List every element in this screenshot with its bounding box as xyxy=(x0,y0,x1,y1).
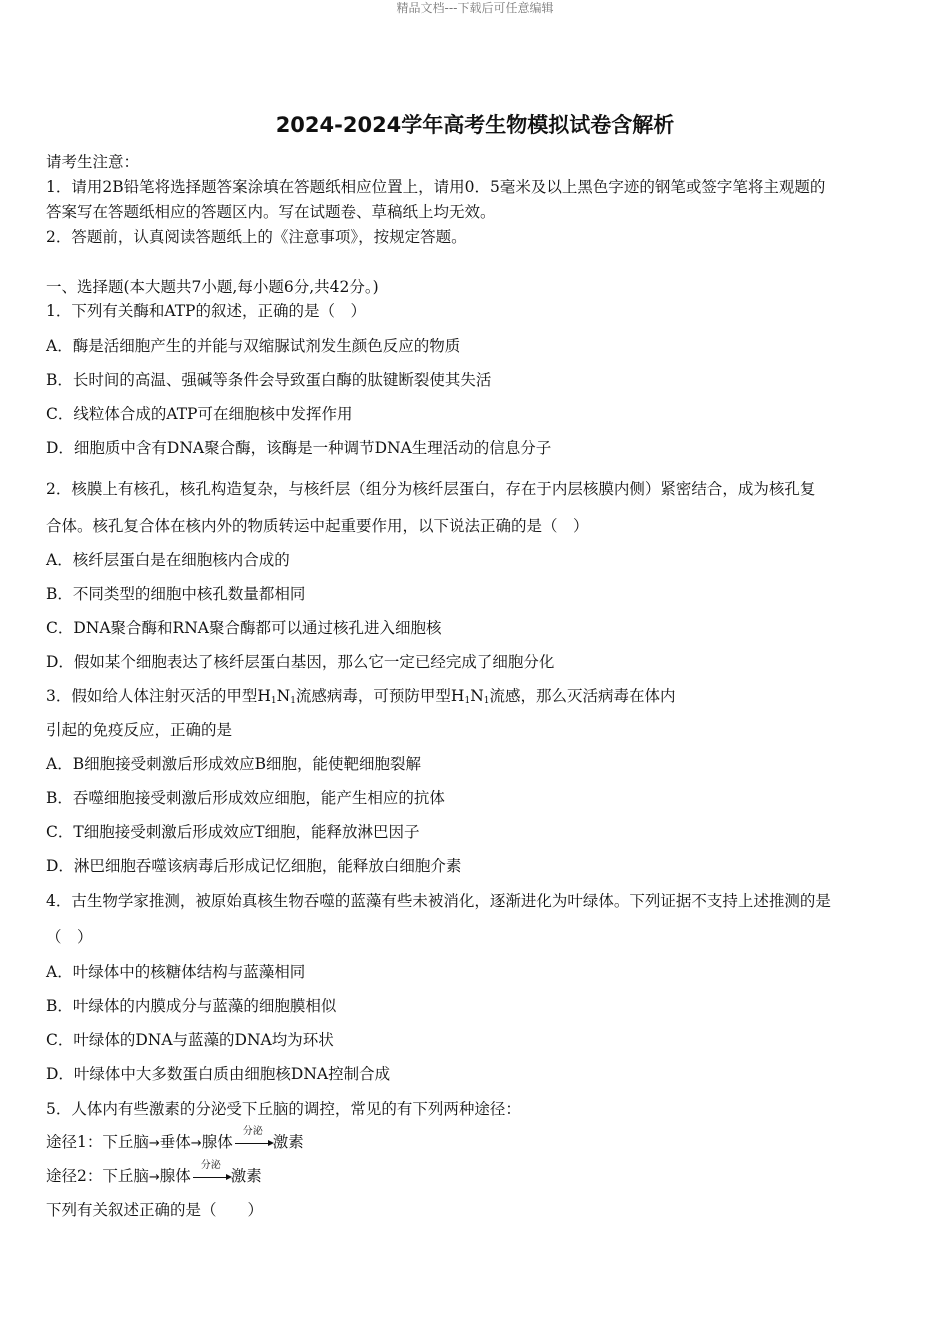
path2-prefix: 途径2：下丘脑 xyxy=(46,1167,149,1185)
arrow-line xyxy=(193,1177,227,1178)
q3-option-d: D．淋巴细胞吞噬该病毒后形成记忆细胞，能释放白细胞介素 xyxy=(46,857,462,875)
q4-option-c: C．叶绿体的DNA与蓝藻的DNA均为环状 xyxy=(46,1031,334,1049)
q4-option-d: D．叶绿体中大多数蛋白质由细胞核DNA控制合成 xyxy=(46,1065,391,1083)
q4-stem-line1: 4．古生物学家推测，被原始真核生物吞噬的蓝藻有些未被消化，逐渐进化为叶绿体。下列证据不支持上述推测的是 xyxy=(46,892,831,910)
page-title: 2024-2024学年高考生物模拟试卷含解析 xyxy=(275,113,675,137)
q5-stem: 5．人体内有些激素的分泌受下丘脑的调控，常见的有下列两种途径： xyxy=(46,1100,521,1118)
q1-option-d: D．细胞质中含有DNA聚合酶，该酶是一种调节DNA生理活动的信息分子 xyxy=(46,439,552,457)
q1-option-c: C．线粒体合成的ATP可在细胞核中发挥作用 xyxy=(46,405,353,423)
q3-sub-4: 1 xyxy=(483,696,490,706)
q1-stem: 1．下列有关酶和ATP的叙述，正确的是（ ） xyxy=(46,302,366,320)
q4-stem-line2: （ ） xyxy=(46,928,93,946)
secretion-label: 分泌 xyxy=(242,1126,263,1137)
path1-prefix: 途径1：下丘脑 xyxy=(46,1133,149,1151)
q5-question: 下列有关叙述正确的是（ ） xyxy=(46,1201,264,1219)
q3-stem-line1 xyxy=(46,686,906,706)
arrow-icon: → xyxy=(148,1170,160,1185)
q1-option-a: A．酶是活细胞产生的并能与双缩脲试剂发生颜色反应的物质 xyxy=(46,337,461,355)
secretion-arrow-icon xyxy=(191,1160,231,1186)
q4-option-b: B．叶绿体的内膜成分与蓝藻的细胞膜相似 xyxy=(46,997,337,1015)
notice-item-1-cont: 答案写在答题纸相应的答题区内。写在试题卷、草稿纸上均无效。 xyxy=(46,203,496,221)
q3-stem-line2: 引起的免疫反应，正确的是 xyxy=(46,721,233,739)
arrow-icon: → xyxy=(148,1136,160,1151)
path1-mid2: 腺体 xyxy=(201,1133,233,1151)
q2-option-c: C．DNA聚合酶和RNA聚合酶都可以通过核孔进入细胞核 xyxy=(46,619,442,637)
q5-path-2 xyxy=(46,1160,906,1188)
notice-heading: 请考生注意： xyxy=(46,153,140,171)
path2-mid: 腺体 xyxy=(159,1167,191,1185)
q3-text-b: N xyxy=(276,687,291,705)
q3-sub-3: 1 xyxy=(464,696,471,706)
section-heading: 一、选择题(本大题共7小题,每小题6分,共42分。) xyxy=(46,278,379,296)
path1-mid1: 垂体 xyxy=(159,1133,191,1151)
q1-option-b: B．长时间的高温、强碱等条件会导致蛋白酶的肽键断裂使其失活 xyxy=(46,371,492,389)
q3-sub-2: 1 xyxy=(290,696,296,706)
q3-option-b: B．吞噬细胞接受刺激后形成效应细胞，能产生相应的抗体 xyxy=(46,789,445,807)
path2-end: 激素 xyxy=(230,1167,262,1185)
q2-option-a: A．核纤层蛋白是在细胞核内合成的 xyxy=(46,551,290,569)
q2-option-b: B．不同类型的细胞中核孔数量都相同 xyxy=(46,585,306,603)
arrow-line xyxy=(235,1143,269,1144)
q3-option-c: C．T细胞接受刺激后形成效应T细胞，能释放淋巴因子 xyxy=(46,823,420,841)
q2-stem-line1: 2．核膜上有核孔，核孔构造复杂，与核纤层（组分为核纤层蛋白，存在于内层核膜内侧）紧密结合，成为核孔复 xyxy=(46,480,816,498)
q3-text-d: N xyxy=(470,687,484,705)
q2-option-d: D．假如某个细胞表达了核纤层蛋白基因，那么它一定已经完成了细胞分化 xyxy=(46,653,555,671)
q3-text-a: 3．假如给人体注射灭活的甲型H xyxy=(46,687,271,705)
page-header: 精品文档---下载后可任意编辑 xyxy=(396,1,554,15)
notice-item-2: 2．答题前，认真阅读答题纸上的《注意事项》，按规定答题。 xyxy=(46,228,467,246)
q2-stem-line2: 合体。核孔复合体在核内外的物质转运中起重要作用，以下说法正确的是（ ） xyxy=(46,517,589,535)
q3-text-e: 流感，那么灭活病毒在体内 xyxy=(489,687,676,705)
secretion-label: 分泌 xyxy=(200,1160,221,1171)
arrow-icon: → xyxy=(190,1136,202,1151)
q3-text-c: 流感病毒，可预防甲型H xyxy=(295,687,465,705)
secretion-arrow-icon xyxy=(233,1126,273,1152)
q3-option-a: A．B细胞接受刺激后形成效应B细胞，能使靶细胞裂解 xyxy=(46,755,421,773)
q5-path-1 xyxy=(46,1126,906,1154)
q3-sub-1: 1 xyxy=(270,696,277,706)
q4-option-a: A．叶绿体中的核糖体结构与蓝藻相同 xyxy=(46,963,306,981)
notice-item-1: 1．请用2B铅笔将选择题答案涂填在答题纸相应位置上，请用0．5毫米及以上黑色字迹的钢笔或签字笔将主观题的 xyxy=(46,178,826,196)
path1-end: 激素 xyxy=(272,1133,304,1151)
